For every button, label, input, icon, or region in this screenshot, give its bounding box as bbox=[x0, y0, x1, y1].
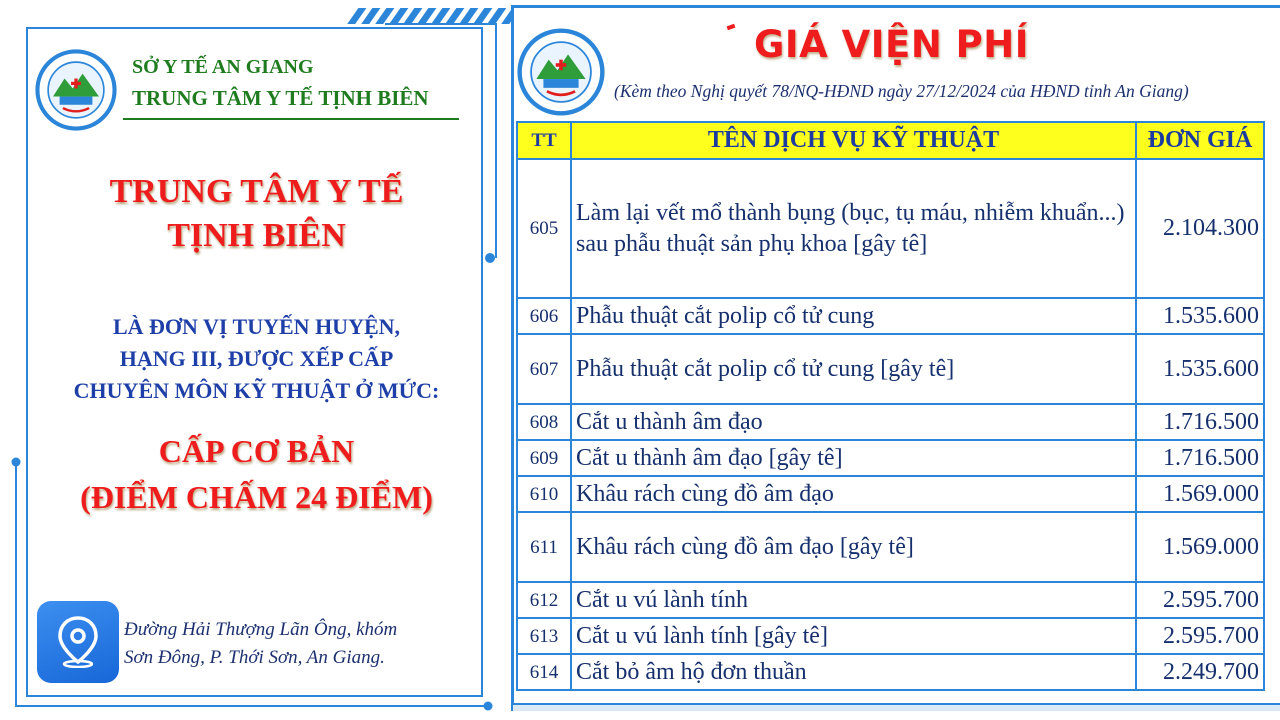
table-row bbox=[517, 440, 1264, 476]
address-line2: Sơn Đông, P. Thới Sơn, An Giang. bbox=[124, 647, 385, 668]
row-number: 605 bbox=[517, 159, 571, 298]
divider bbox=[123, 118, 459, 120]
column-header-tt: TT bbox=[517, 122, 571, 159]
price-list-subtitle: (Kèm theo Nghị quyết 78/NQ-HĐND ngày 27/12/2024 của HĐND tỉnh An Giang) bbox=[614, 81, 1189, 101]
service-price: 1.716.500 bbox=[1136, 404, 1264, 440]
parent-org-name: SỞ Y TẾ AN GIANG bbox=[132, 56, 314, 78]
service-price: 1.716.500 bbox=[1136, 440, 1264, 476]
service-name: Phẫu thuật cắt polip cổ tử cung bbox=[571, 298, 1136, 334]
service-name: Khâu rách cùng đồ âm đạo bbox=[571, 476, 1136, 512]
table-row bbox=[517, 512, 1264, 582]
column-header-price: ĐƠN GIÁ bbox=[1136, 122, 1264, 159]
row-number: 608 bbox=[517, 404, 571, 440]
table-row bbox=[517, 618, 1264, 654]
title-decoration bbox=[727, 24, 736, 30]
level-score: (ĐIỂM CHẤM 24 ĐIỂM) bbox=[80, 479, 433, 515]
org-info-panel bbox=[26, 27, 483, 697]
hero-title-line1: TRUNG TÂM Y TẾ bbox=[109, 173, 404, 210]
price-list-panel bbox=[511, 5, 1280, 711]
hospital-logo-icon bbox=[517, 28, 605, 116]
service-price: 1.535.600 bbox=[1136, 334, 1264, 404]
table-row bbox=[517, 159, 1264, 298]
row-number: 611 bbox=[517, 512, 571, 582]
row-number: 609 bbox=[517, 440, 571, 476]
description-line3: CHUYÊN MÔN KỸ THUẬT Ở MỨC: bbox=[73, 378, 440, 403]
service-price: 2.595.700 bbox=[1136, 582, 1264, 618]
service-name: Làm lại vết mổ thành bụng (bục, tụ máu, nhiễm khuẩn...) sau phẫu thuật sản phụ khoa [gây tê] bbox=[571, 159, 1136, 298]
service-price: 1.569.000 bbox=[1136, 476, 1264, 512]
service-name: Cắt u thành âm đạo [gây tê] bbox=[571, 440, 1136, 476]
address-line1: Đường Hải Thượng Lãn Ông, khóm bbox=[124, 619, 398, 640]
table-header-row bbox=[517, 122, 1264, 159]
service-name: Cắt bỏ âm hộ đơn thuần bbox=[571, 654, 1136, 690]
table-row bbox=[517, 404, 1264, 440]
description-line1: LÀ ĐƠN VỊ TUYẾN HUYỆN, bbox=[112, 314, 401, 339]
bottom-border bbox=[513, 703, 1280, 711]
table-row bbox=[517, 582, 1264, 618]
price-list-title: GIÁ VIỆN PHÍ bbox=[754, 23, 1030, 66]
description-line2: HẠNG III, ĐƯỢC XẾP CẤP bbox=[119, 346, 394, 371]
service-name: Phẫu thuật cắt polip cổ tử cung [gây tê] bbox=[571, 334, 1136, 404]
column-header-name: TÊN DỊCH VỤ KỸ THUẬT bbox=[571, 122, 1136, 159]
table-row bbox=[517, 654, 1264, 690]
row-number: 606 bbox=[517, 298, 571, 334]
row-number: 614 bbox=[517, 654, 571, 690]
table-row bbox=[517, 476, 1264, 512]
row-number: 613 bbox=[517, 618, 571, 654]
org-name: TRUNG TÂM Y TẾ TỊNH BIÊN bbox=[132, 86, 429, 110]
service-name: Cắt u thành âm đạo bbox=[571, 404, 1136, 440]
level-title: CẤP CƠ BẢN bbox=[158, 433, 355, 469]
service-price: 1.535.600 bbox=[1136, 298, 1264, 334]
service-price: 1.569.000 bbox=[1136, 512, 1264, 582]
service-price: 2.249.700 bbox=[1136, 654, 1264, 690]
table-row bbox=[517, 298, 1264, 334]
service-name: Cắt u vú lành tính bbox=[571, 582, 1136, 618]
price-table bbox=[516, 121, 1265, 691]
service-price: 2.595.700 bbox=[1136, 618, 1264, 654]
service-name: Khâu rách cùng đồ âm đạo [gây tê] bbox=[571, 512, 1136, 582]
map-pin-icon bbox=[37, 601, 119, 683]
row-number: 610 bbox=[517, 476, 571, 512]
row-number: 607 bbox=[517, 334, 571, 404]
row-number: 612 bbox=[517, 582, 571, 618]
table-row bbox=[517, 334, 1264, 404]
service-price: 2.104.300 bbox=[1136, 159, 1264, 298]
hospital-logo-icon bbox=[35, 49, 117, 131]
service-name: Cắt u vú lành tính [gây tê] bbox=[571, 618, 1136, 654]
hero-title-line2: TỊNH BIÊN bbox=[167, 217, 346, 254]
